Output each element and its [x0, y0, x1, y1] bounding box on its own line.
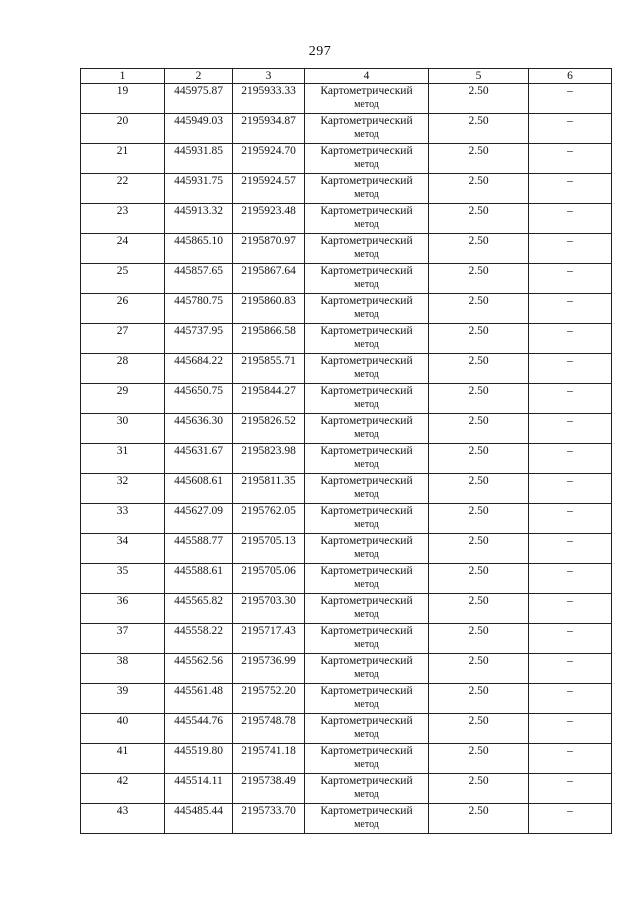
note-cell: –: [529, 294, 612, 324]
note-cell: –: [529, 744, 612, 774]
table-row: [81, 534, 612, 564]
note-cell: –: [529, 324, 612, 354]
accuracy-cell: 2.50: [429, 324, 529, 354]
note-cell: –: [529, 594, 612, 624]
accuracy-cell: 2.50: [429, 714, 529, 744]
note-cell: –: [529, 534, 612, 564]
point-number-cell: 21: [81, 144, 165, 174]
method-cell: Картометрический метод: [305, 654, 429, 684]
point-number-cell: 42: [81, 774, 165, 804]
y-coordinate-cell: 2195752.20: [233, 684, 305, 714]
column-header-2: 2: [165, 69, 233, 84]
accuracy-cell: 2.50: [429, 804, 529, 834]
x-coordinate-cell: 445684.22: [165, 354, 233, 384]
x-coordinate-cell: 445608.61: [165, 474, 233, 504]
y-coordinate-cell: 2195823.98: [233, 444, 305, 474]
table-row: [81, 234, 612, 264]
accuracy-cell: 2.50: [429, 384, 529, 414]
method-cell: Картометрический метод: [305, 144, 429, 174]
method-cell: Картометрический метод: [305, 234, 429, 264]
point-number-cell: 24: [81, 234, 165, 264]
accuracy-cell: 2.50: [429, 594, 529, 624]
table-body: [81, 84, 612, 834]
y-coordinate-cell: 2195826.52: [233, 414, 305, 444]
note-cell: –: [529, 234, 612, 264]
x-coordinate-cell: 445561.48: [165, 684, 233, 714]
x-coordinate-cell: 445588.77: [165, 534, 233, 564]
note-cell: –: [529, 84, 612, 114]
method-cell: Картометрический метод: [305, 294, 429, 324]
y-coordinate-cell: 2195705.06: [233, 564, 305, 594]
point-number-cell: 35: [81, 564, 165, 594]
y-coordinate-cell: 2195738.49: [233, 774, 305, 804]
x-coordinate-cell: 445913.32: [165, 204, 233, 234]
x-coordinate-cell: 445631.67: [165, 444, 233, 474]
x-coordinate-cell: 445588.61: [165, 564, 233, 594]
point-number-cell: 38: [81, 654, 165, 684]
method-cell: Картометрический метод: [305, 384, 429, 414]
accuracy-cell: 2.50: [429, 204, 529, 234]
method-cell: Картометрический метод: [305, 774, 429, 804]
x-coordinate-cell: 445519.80: [165, 744, 233, 774]
table-row: [81, 264, 612, 294]
method-cell: Картометрический метод: [305, 324, 429, 354]
x-coordinate-cell: 445975.87: [165, 84, 233, 114]
y-coordinate-cell: 2195844.27: [233, 384, 305, 414]
point-number-cell: 25: [81, 264, 165, 294]
x-coordinate-cell: 445737.95: [165, 324, 233, 354]
note-cell: –: [529, 204, 612, 234]
column-header-5: 5: [429, 69, 529, 84]
accuracy-cell: 2.50: [429, 234, 529, 264]
note-cell: –: [529, 804, 612, 834]
method-cell: Картометрический метод: [305, 444, 429, 474]
y-coordinate-cell: 2195923.48: [233, 204, 305, 234]
note-cell: –: [529, 774, 612, 804]
accuracy-cell: 2.50: [429, 534, 529, 564]
accuracy-cell: 2.50: [429, 474, 529, 504]
note-cell: –: [529, 114, 612, 144]
point-number-cell: 39: [81, 684, 165, 714]
method-cell: Картометрический метод: [305, 534, 429, 564]
method-cell: Картометрический метод: [305, 624, 429, 654]
point-number-cell: 37: [81, 624, 165, 654]
y-coordinate-cell: 2195717.43: [233, 624, 305, 654]
table-row: [81, 714, 612, 744]
note-cell: –: [529, 624, 612, 654]
point-number-cell: 34: [81, 534, 165, 564]
column-header-1: 1: [81, 69, 165, 84]
note-cell: –: [529, 174, 612, 204]
x-coordinate-cell: 445636.30: [165, 414, 233, 444]
note-cell: –: [529, 264, 612, 294]
x-coordinate-cell: 445565.82: [165, 594, 233, 624]
column-header-3: 3: [233, 69, 305, 84]
accuracy-cell: 2.50: [429, 444, 529, 474]
x-coordinate-cell: 445780.75: [165, 294, 233, 324]
coordinates-table: [80, 68, 612, 834]
y-coordinate-cell: 2195933.33: [233, 84, 305, 114]
accuracy-cell: 2.50: [429, 744, 529, 774]
table-row: [81, 744, 612, 774]
y-coordinate-cell: 2195924.57: [233, 174, 305, 204]
point-number-cell: 28: [81, 354, 165, 384]
y-coordinate-cell: 2195705.13: [233, 534, 305, 564]
x-coordinate-cell: 445865.10: [165, 234, 233, 264]
method-cell: Картометрический метод: [305, 684, 429, 714]
method-cell: Картометрический метод: [305, 804, 429, 834]
x-coordinate-cell: 445650.75: [165, 384, 233, 414]
x-coordinate-cell: 445931.85: [165, 144, 233, 174]
note-cell: –: [529, 714, 612, 744]
method-cell: Картометрический метод: [305, 564, 429, 594]
x-coordinate-cell: 445857.65: [165, 264, 233, 294]
x-coordinate-cell: 445627.09: [165, 504, 233, 534]
table-row: [81, 354, 612, 384]
note-cell: –: [529, 414, 612, 444]
point-number-cell: 26: [81, 294, 165, 324]
accuracy-cell: 2.50: [429, 174, 529, 204]
y-coordinate-cell: 2195924.70: [233, 144, 305, 174]
y-coordinate-cell: 2195855.71: [233, 354, 305, 384]
note-cell: –: [529, 354, 612, 384]
accuracy-cell: 2.50: [429, 654, 529, 684]
method-cell: Картометрический метод: [305, 84, 429, 114]
table-row: [81, 144, 612, 174]
table-row: [81, 114, 612, 144]
table-header: [81, 69, 612, 84]
accuracy-cell: 2.50: [429, 774, 529, 804]
method-cell: Картометрический метод: [305, 264, 429, 294]
accuracy-cell: 2.50: [429, 684, 529, 714]
x-coordinate-cell: 445558.22: [165, 624, 233, 654]
point-number-cell: 27: [81, 324, 165, 354]
column-header-4: 4: [305, 69, 429, 84]
point-number-cell: 40: [81, 714, 165, 744]
method-cell: Картометрический метод: [305, 174, 429, 204]
note-cell: –: [529, 384, 612, 414]
point-number-cell: 23: [81, 204, 165, 234]
note-cell: –: [529, 444, 612, 474]
header-row: [81, 69, 612, 84]
method-cell: Картометрический метод: [305, 594, 429, 624]
x-coordinate-cell: 445544.76: [165, 714, 233, 744]
table-row: [81, 324, 612, 354]
y-coordinate-cell: 2195736.99: [233, 654, 305, 684]
table-row: [81, 294, 612, 324]
point-number-cell: 30: [81, 414, 165, 444]
accuracy-cell: 2.50: [429, 294, 529, 324]
page-number: 297: [308, 44, 332, 59]
table-row: [81, 804, 612, 834]
column-header-6: 6: [529, 69, 612, 84]
table-row: [81, 594, 612, 624]
y-coordinate-cell: 2195860.83: [233, 294, 305, 324]
method-cell: Картометрический метод: [305, 504, 429, 534]
table-row: [81, 414, 612, 444]
y-coordinate-cell: 2195811.35: [233, 474, 305, 504]
note-cell: –: [529, 564, 612, 594]
note-cell: –: [529, 504, 612, 534]
accuracy-cell: 2.50: [429, 414, 529, 444]
table-row: [81, 444, 612, 474]
x-coordinate-cell: 445949.03: [165, 114, 233, 144]
x-coordinate-cell: 445562.56: [165, 654, 233, 684]
y-coordinate-cell: 2195762.05: [233, 504, 305, 534]
note-cell: –: [529, 144, 612, 174]
point-number-cell: 43: [81, 804, 165, 834]
point-number-cell: 32: [81, 474, 165, 504]
accuracy-cell: 2.50: [429, 624, 529, 654]
x-coordinate-cell: 445514.11: [165, 774, 233, 804]
accuracy-cell: 2.50: [429, 564, 529, 594]
table-row: [81, 564, 612, 594]
point-number-cell: 33: [81, 504, 165, 534]
method-cell: Картометрический метод: [305, 114, 429, 144]
table-row: [81, 204, 612, 234]
x-coordinate-cell: 445485.44: [165, 804, 233, 834]
accuracy-cell: 2.50: [429, 264, 529, 294]
table-row: [81, 474, 612, 504]
method-cell: Картометрический метод: [305, 714, 429, 744]
y-coordinate-cell: 2195703.30: [233, 594, 305, 624]
table-row: [81, 384, 612, 414]
note-cell: –: [529, 654, 612, 684]
method-cell: Картометрический метод: [305, 354, 429, 384]
table-row: [81, 774, 612, 804]
method-cell: Картометрический метод: [305, 204, 429, 234]
point-number-cell: 36: [81, 594, 165, 624]
accuracy-cell: 2.50: [429, 144, 529, 174]
accuracy-cell: 2.50: [429, 84, 529, 114]
table-row: [81, 84, 612, 114]
accuracy-cell: 2.50: [429, 114, 529, 144]
note-cell: –: [529, 684, 612, 714]
y-coordinate-cell: 2195870.97: [233, 234, 305, 264]
y-coordinate-cell: 2195733.70: [233, 804, 305, 834]
point-number-cell: 20: [81, 114, 165, 144]
note-cell: –: [529, 474, 612, 504]
point-number-cell: 29: [81, 384, 165, 414]
table-row: [81, 504, 612, 534]
method-cell: Картометрический метод: [305, 414, 429, 444]
table-row: [81, 174, 612, 204]
point-number-cell: 22: [81, 174, 165, 204]
point-number-cell: 41: [81, 744, 165, 774]
point-number-cell: 19: [81, 84, 165, 114]
point-number-cell: 31: [81, 444, 165, 474]
table-row: [81, 684, 612, 714]
table-row: [81, 654, 612, 684]
y-coordinate-cell: 2195748.78: [233, 714, 305, 744]
table-row: [81, 624, 612, 654]
accuracy-cell: 2.50: [429, 354, 529, 384]
accuracy-cell: 2.50: [429, 504, 529, 534]
x-coordinate-cell: 445931.75: [165, 174, 233, 204]
y-coordinate-cell: 2195934.87: [233, 114, 305, 144]
y-coordinate-cell: 2195866.58: [233, 324, 305, 354]
y-coordinate-cell: 2195741.18: [233, 744, 305, 774]
y-coordinate-cell: 2195867.64: [233, 264, 305, 294]
method-cell: Картометрический метод: [305, 474, 429, 504]
method-cell: Картометрический метод: [305, 744, 429, 774]
